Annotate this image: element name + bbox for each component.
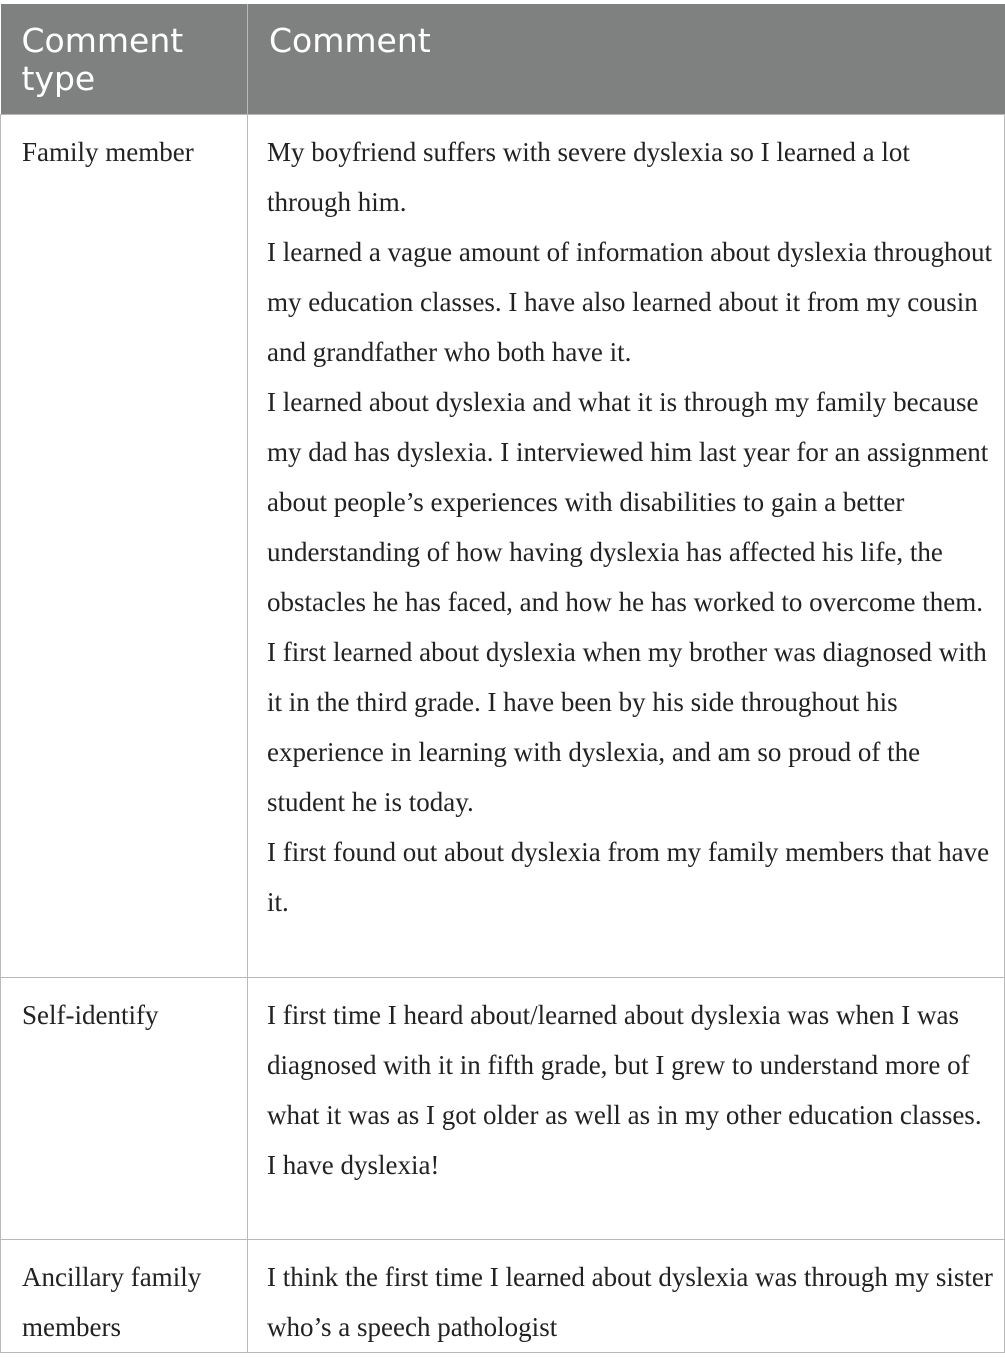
header-comment: Comment <box>248 4 1005 115</box>
comments-cell <box>248 978 1005 1240</box>
comment-text: My boyfriend suffers with severe dyslexia so I learned a lot through him. <box>267 137 910 217</box>
table-header <box>1 4 1005 115</box>
comment-text: I have dyslexia! <box>267 1150 440 1180</box>
table-row <box>1 115 1005 978</box>
comment-type-cell: Ancillary family members <box>1 1240 248 1353</box>
comments-cell <box>248 1240 1005 1353</box>
table-row <box>1 1240 1005 1353</box>
comment-text: I first learned about dyslexia when my brother was diagnosed with it in the third grade. I have been by his side throughout his experience in learning with dyslexia, and am so proud of the student he is today. <box>267 637 987 817</box>
comment-table <box>0 4 1005 1353</box>
table-body <box>1 115 1005 1353</box>
comment-text: I learned a vague amount of information about dyslexia throughout my education classes. I have also learned about it from my cousin and grandfather who both have it. <box>267 237 993 367</box>
comment-text: I think the first time I learned about dyslexia was through my sister who’s a speech pathologist <box>267 1262 993 1342</box>
comment-type-cell: Self-identify <box>1 978 248 1240</box>
comment-text: I learned about dyslexia and what it is through my family because my dad has dyslexia. I interviewed him last year for an assignment about people’s experiences with disabilities to gain a better understanding of how having dyslexia has affected his life, the obstacles he has faced, and how he has worked to overcome them. <box>267 387 989 617</box>
table-row <box>1 978 1005 1240</box>
comment-text: I first found out about dyslexia from my family members that have it. <box>267 837 990 917</box>
comment-text: I first time I heard about/learned about dyslexia was when I was diagnosed with it in fifth grade, but I grew to understand more of what it was as I got older as well as in my other education classes. <box>267 1000 982 1130</box>
comments-cell <box>248 115 1005 978</box>
comment-table-container <box>0 4 1004 1353</box>
header-comment-type: Comment type <box>1 4 248 115</box>
header-row <box>1 4 1005 115</box>
comment-type-cell: Family member <box>1 115 248 978</box>
